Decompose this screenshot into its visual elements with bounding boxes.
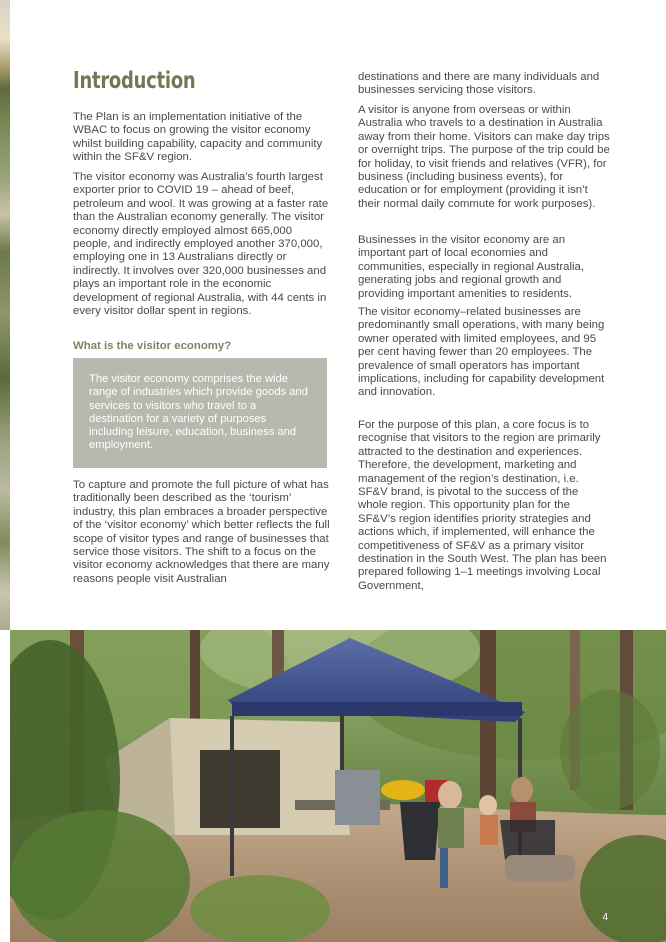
section-subheading: What is the visitor economy? [73,340,232,352]
page-number: 4 [602,912,608,923]
callout-text: The visitor economy comprises the wide range of industries which provide goods and services to visitors who travel to a destination for a variety of purposes including leisure, education, business and employment. [89,373,308,452]
visitor-definition-paragraph: A visitor is anyone from overseas or within Australia who travels to a destination in Australia away from their home. Visitors can make day trips or overnight trips. The purpose of the trip could be for holiday, to visit friends and relatives (VFR), for business (including business events), for education or for employment (providing it isn’t their normal daily commute for work purposes). [358,104,610,210]
definition-callout-box [73,358,327,468]
small-operators-paragraph: The visitor economy–related businesses are predominantly small operations, with many being owner operated with limited employees, and 95 per cent having fewer than 20 employees. The prevalence of small operators has important implications, including for capability development and innovation. [358,306,605,399]
core-focus-paragraph: For the purpose of this plan, a core focus is to recognise that visitors to the region are primarily attracted to the destination and experiences. Therefore, the development, marketing and management of the region’s destination, i.e. SF&V brand, is pivotal to the success of the whole region. This opportunity plan for the SF&V’s region identifies priority strategies and actions which, if implemented, will enhance the competitiveness of SF&V as a primary visitor destination in the South West. The plan has been prepared following 1–1 meetings involving Local Government, [358,419,607,592]
continued-paragraph: destinations and there are many individuals and businesses servicing those visitors. [358,71,600,97]
tourism-perspective-paragraph: To capture and promote the full picture of what has traditionally been described as the ‘tourism’ industry, this plan embraces a broader perspective of the ‘visitor economy’ which better reflects the full scope of visitor types and range of businesses that service those visitors. The shift to a focus on the visitor economy acknowledges that there are many reasons people visit Australian [73,479,330,585]
intro-paragraph: The Plan is an implementation initiative of the WBAC to focus on growing the visitor economy whilst building capability, capacity and community within the SF&V region. [73,111,323,164]
camping-photo [10,630,666,942]
decorative-edge-strip [0,0,10,630]
page-title: Introduction [73,68,196,94]
businesses-paragraph: Businesses in the visitor economy are an important part of local economies and communities, especially in regional Australia, generating jobs and regional growth and providing important amenities to residents. [358,234,585,300]
visitor-economy-stats-paragraph: The visitor economy was Australia’s fourth largest exporter prior to COVID 19 – ahead of beef, petroleum and wool. It was growing at a faster rate than the Australian economy generally. The visitor economy directly employed almost 665,000 people, and indirectly employed another 370,000, employing one in 13 Australians directly or indirectly. It involves over 320,000 businesses and plays an important role in the economic development of regional Australia, with 44 cents in every visitor dollar spent in regions. [73,171,329,318]
